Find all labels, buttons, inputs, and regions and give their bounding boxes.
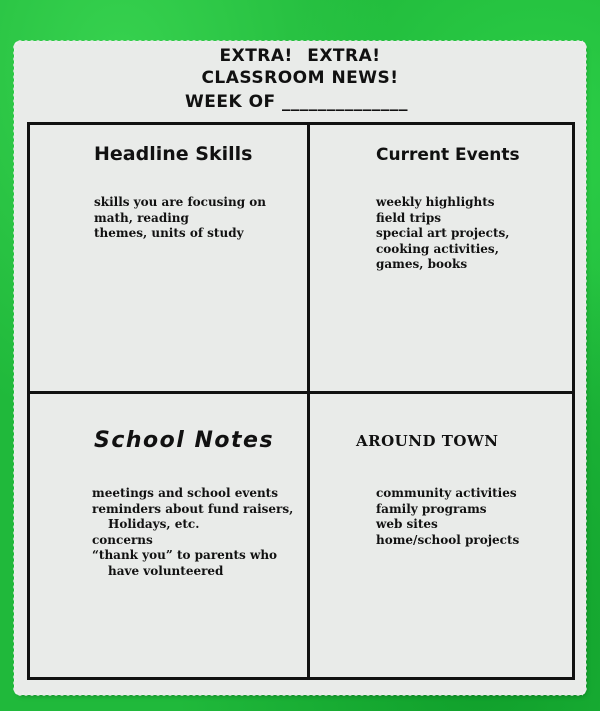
list-item: concerns <box>92 532 153 547</box>
list-item: “thank you” to parents who <box>92 548 278 562</box>
list-item: games, books <box>376 257 468 271</box>
newsletter-paper <box>17 44 583 692</box>
header-classroom-news: CLASSROOM NEWS! <box>201 68 399 88</box>
list-item: reminders about fund raisers, <box>92 501 294 516</box>
section-headline-skills <box>30 125 307 391</box>
section-list <box>376 486 519 548</box>
section-current-events <box>310 125 572 391</box>
list-item: have volunteered <box>108 563 224 578</box>
section-title: Headline Skills <box>94 143 253 165</box>
section-title: Current Events <box>376 145 520 165</box>
list-item: community activities <box>376 486 517 500</box>
list-item: weekly highlights <box>376 195 495 209</box>
list-item: special art projects, <box>376 226 510 240</box>
header-extra: EXTRA! EXTRA! <box>219 46 381 66</box>
list-item: cooking activities, <box>376 241 499 256</box>
section-school-notes <box>30 394 307 677</box>
sections-grid <box>27 122 575 680</box>
list-item: field trips <box>376 210 442 225</box>
list-item: Holidays, etc. <box>108 517 200 531</box>
list-item: home/school projects <box>376 532 520 547</box>
list-item: family programs <box>376 501 487 516</box>
list-item: themes, units of study <box>94 226 244 240</box>
list-item: math, reading <box>94 210 189 225</box>
header-week-of: WEEK OF ______________ <box>185 92 409 112</box>
list-item: skills you are focusing on <box>94 195 267 209</box>
section-title: School Notes <box>94 428 275 453</box>
section-around-town <box>310 394 572 677</box>
paper-edge-right <box>581 44 587 692</box>
list-item: web sites <box>376 517 438 531</box>
section-list <box>376 195 509 273</box>
paper-edge-bottom <box>17 690 583 696</box>
section-list <box>92 486 293 579</box>
section-list <box>94 195 266 242</box>
section-title: AROUND TOWN <box>356 432 499 450</box>
list-item: meetings and school events <box>92 486 278 500</box>
paper-edge-left <box>13 44 19 692</box>
